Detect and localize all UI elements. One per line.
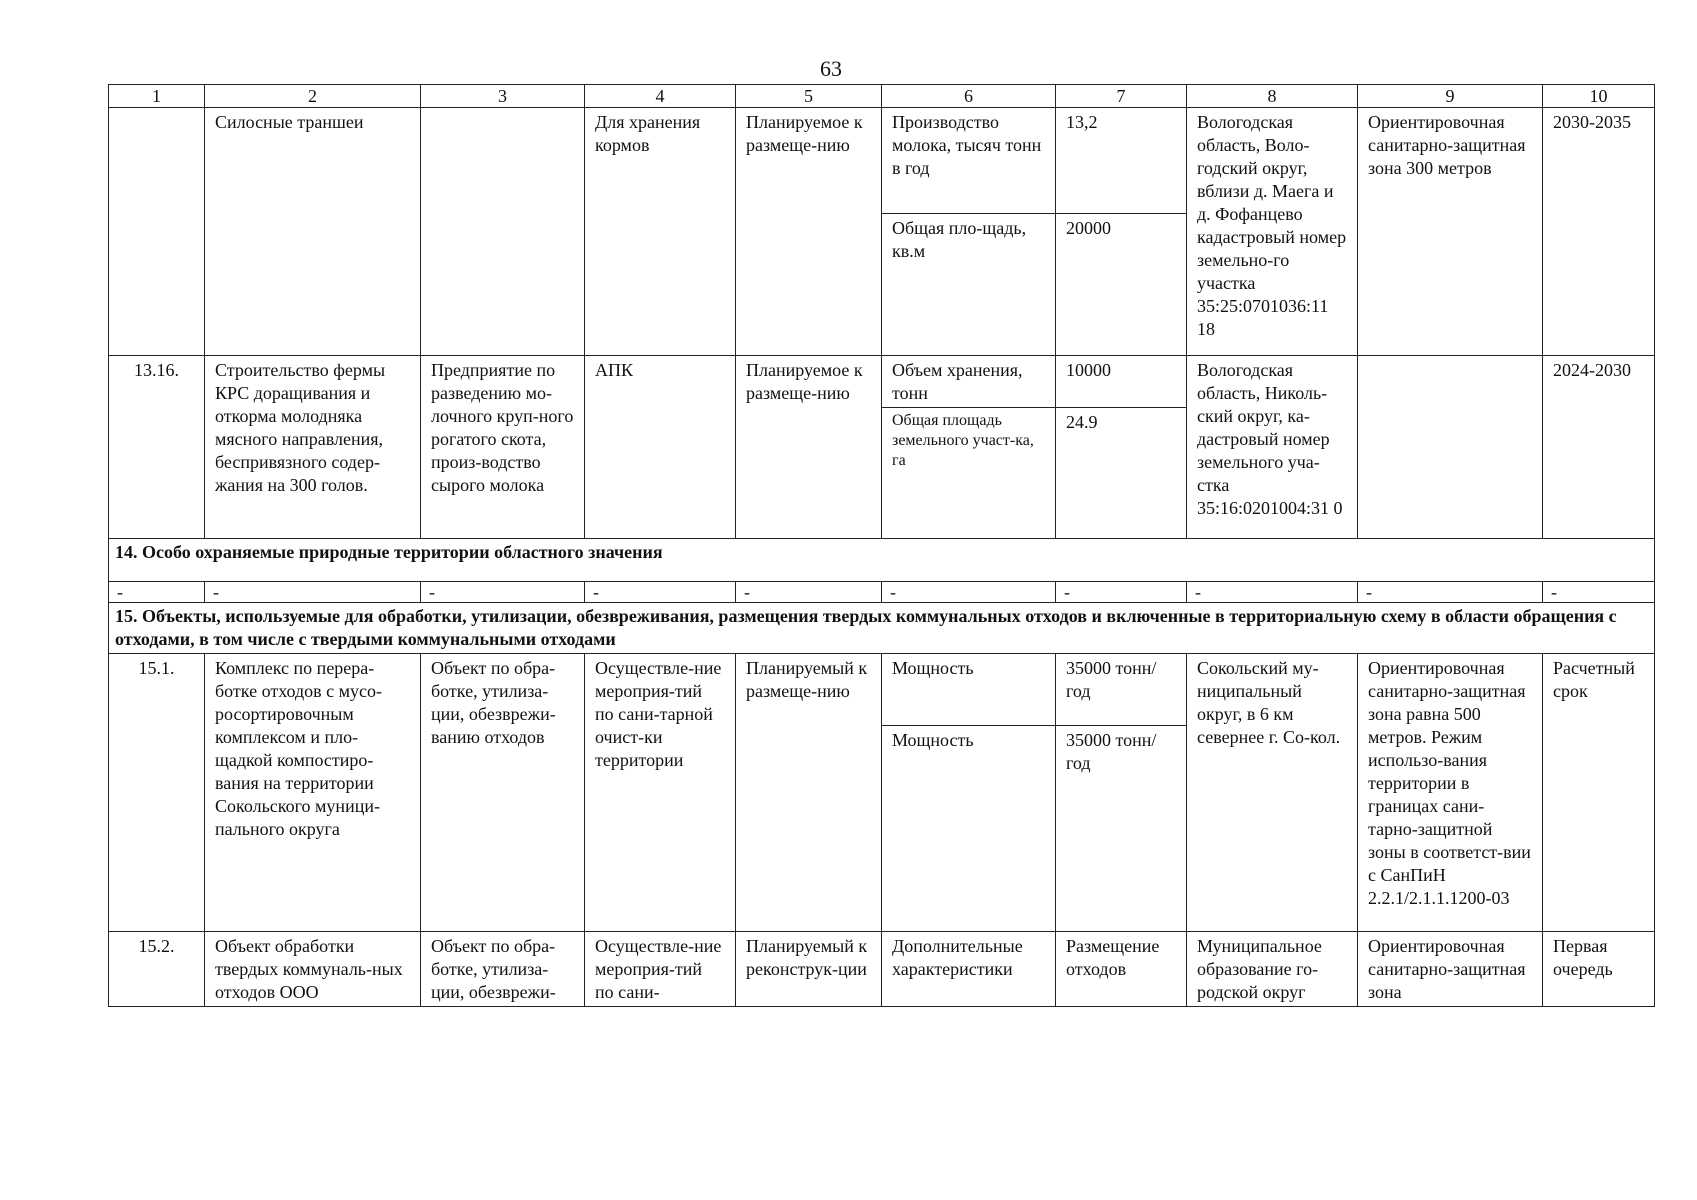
- cell-number: [109, 108, 205, 356]
- dash-cell: -: [421, 582, 585, 603]
- cell-characteristic: Дополнительные характеристики: [882, 932, 1056, 1007]
- cell-object-name: Объект обработки твердых коммуналь-ных отходов ООО: [205, 932, 421, 1007]
- cell-characteristic: Мощность: [882, 726, 1056, 932]
- cell-value: Размещение отходов: [1056, 932, 1187, 1007]
- section-heading-row: [109, 603, 1655, 654]
- table-row: [109, 356, 1655, 408]
- header-cell: 10: [1543, 85, 1655, 108]
- dash-cell: -: [205, 582, 421, 603]
- section-heading: 14. Особо охраняемые природные территории областного значения: [109, 539, 1655, 582]
- cell-object-name: Силосные траншеи: [205, 108, 421, 356]
- table-row: [109, 932, 1655, 1007]
- cell-zone: [1358, 356, 1543, 539]
- cell-characteristic: Производство молока, тысяч тонн в год: [882, 108, 1056, 214]
- header-cell: 7: [1056, 85, 1187, 108]
- cell-value: 24.9: [1056, 408, 1187, 539]
- cell-object-name: Строительство фермы КРС доращивания и откорма молодняка мясного направления, беспривязного содер-жания на 300 голов.: [205, 356, 421, 539]
- column-number-row: [109, 85, 1655, 108]
- dash-cell: -: [1187, 582, 1358, 603]
- cell-purpose: [421, 108, 585, 356]
- header-cell: 4: [585, 85, 736, 108]
- cell-purpose: Объект по обра-ботке, утилиза-ции, обезврежи-ванию отходов: [421, 654, 585, 932]
- dash-cell: -: [882, 582, 1056, 603]
- cell-characteristic: Общая площадь земельного участ-ка, га: [882, 408, 1056, 539]
- cell-value: 13,2: [1056, 108, 1187, 214]
- cell-value: 35000 тонн/год: [1056, 726, 1187, 932]
- header-cell: 1: [109, 85, 205, 108]
- cell-characteristic: Объем хранения, тонн: [882, 356, 1056, 408]
- cell-characteristic: Общая пло-щадь, кв.м: [882, 214, 1056, 356]
- cell-value: 20000: [1056, 214, 1187, 356]
- cell-zone: Ориентировочная санитарно-защитная зона равна 500 метров. Режим использо-вания территории в границах сани-тарно-защитной зоны в соответст-вии с СанПиН 2.2.1/2.1.1.1200-03: [1358, 654, 1543, 932]
- planning-table: [108, 84, 1655, 1007]
- header-cell: 6: [882, 85, 1056, 108]
- dash-cell: -: [1543, 582, 1655, 603]
- cell-number: 13.16.: [109, 356, 205, 539]
- header-cell: 9: [1358, 85, 1543, 108]
- cell-type: Осуществле-ние мероприя-тий по сани-тарной очист-ки территории: [585, 654, 736, 932]
- section-heading: 15. Объекты, используемые для обработки, утилизации, обезвреживания, размещения твердых коммунальных отходов и включенные в территориальную схему в области обращения с отходами, в том числе с твердыми коммунальными отходами: [109, 603, 1655, 654]
- cell-period: 2024-2030: [1543, 356, 1655, 539]
- cell-value: 35000 тонн/год: [1056, 654, 1187, 726]
- header-cell: 8: [1187, 85, 1358, 108]
- cell-zone: Ориентировочная санитарно-защитная зона 300 метров: [1358, 108, 1543, 356]
- table-row: [109, 108, 1655, 214]
- dash-cell: -: [1056, 582, 1187, 603]
- section-heading-row: [109, 539, 1655, 582]
- empty-row: [109, 582, 1655, 603]
- cell-type: Для хранения кормов: [585, 108, 736, 356]
- dash-cell: -: [736, 582, 882, 603]
- dash-cell: -: [585, 582, 736, 603]
- cell-type: Осуществле-ние мероприя-тий по сани-: [585, 932, 736, 1007]
- cell-location: Вологодская область, Воло-годский округ, вблизи д. Маега и д. Фофанцево кадастровый номер земельно-го участка 35:25:0701036:11 18: [1187, 108, 1358, 356]
- cell-object-name: Комплекс по перера-ботке отходов с мусо-росортировочным комплексом и пло-щадкой компостиро-вания на территории Сокольского муници-пального округа: [205, 654, 421, 932]
- cell-period: Первая очередь: [1543, 932, 1655, 1007]
- cell-purpose: Объект по обра-ботке, утилиза-ции, обезврежи-: [421, 932, 585, 1007]
- cell-number: 15.1.: [109, 654, 205, 932]
- cell-status: Планируемое к размеще-нию: [736, 108, 882, 356]
- cell-status: Планируемый к реконструк-ции: [736, 932, 882, 1007]
- cell-characteristic: Мощность: [882, 654, 1056, 726]
- page-number: 63: [820, 56, 842, 81]
- cell-period: Расчетный срок: [1543, 654, 1655, 932]
- cell-location: Муниципальное образование го-родской округ: [1187, 932, 1358, 1007]
- cell-type: АПК: [585, 356, 736, 539]
- cell-zone: Ориентировочная санитарно-защитная зона: [1358, 932, 1543, 1007]
- cell-status: Планируемый к размеще-нию: [736, 654, 882, 932]
- header-cell: 2: [205, 85, 421, 108]
- cell-purpose: Предприятие по разведению мо-лочного круп-ного рогатого скота, произ-водство сырого молока: [421, 356, 585, 539]
- cell-location: Сокольский му-ниципальный округ, в 6 км севернее г. Со-кол.: [1187, 654, 1358, 932]
- header-cell: 3: [421, 85, 585, 108]
- cell-period: 2030-2035: [1543, 108, 1655, 356]
- table-row: [109, 654, 1655, 726]
- dash-cell: -: [1358, 582, 1543, 603]
- cell-status: Планируемое к размеще-нию: [736, 356, 882, 539]
- cell-location: Вологодская область, Николь-ский округ, ка-дастровый номер земельного уча-стка 35:16:0201004:31 0: [1187, 356, 1358, 539]
- header-cell: 5: [736, 85, 882, 108]
- cell-number: 15.2.: [109, 932, 205, 1007]
- dash-cell: -: [109, 582, 205, 603]
- cell-value: 10000: [1056, 356, 1187, 408]
